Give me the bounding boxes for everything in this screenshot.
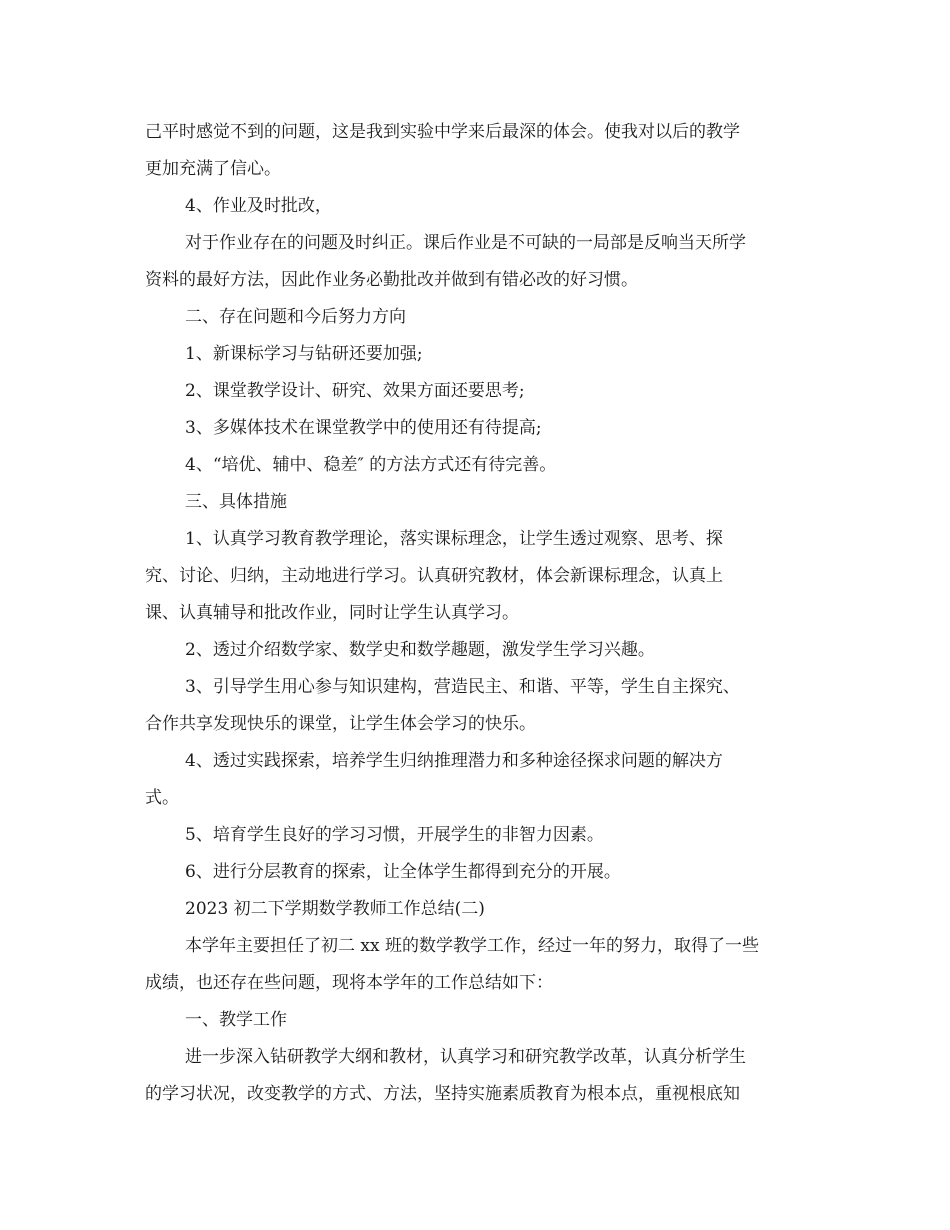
- text-line: 资料的最好方法，因此作业务必勤批改并做到有错必改的好习惯。: [145, 270, 638, 290]
- document-title: 2023 初二下学期数学教师工作总结(二): [185, 899, 485, 919]
- text-line: 2、透过介绍数学家、数学史和数学趣题，激发学生学习兴趣。: [185, 640, 655, 660]
- text-line: 成绩，也还存在些问题，现将本学年的工作总结如下：: [145, 973, 553, 993]
- text-line: 4、透过实践探索，培养学生归纳推理潜力和多种途径探求问题的解决方: [185, 751, 723, 771]
- section-heading: 三、具体措施: [185, 492, 287, 512]
- text-line: 课、认真辅导和批改作业，同时让学生认真学习。: [145, 603, 519, 623]
- text-line: 本学年主要担任了初二 xx 班的数学教学工作，经过一年的努力，取得了一些: [185, 936, 759, 956]
- text-line: 进一步深入钻研教学大纲和教材，认真学习和研究教学改革，认真分析学生: [185, 1047, 746, 1067]
- text-line: 己平时感觉不到的问题，这是我到实验中学来后最深的体会。使我对以后的教学: [145, 122, 740, 142]
- text-line: 4、“培优、辅中、稳差″ 的方法方式还有待完善。: [185, 455, 557, 475]
- text-line: 3、引导学生用心参与知识建构，营造民主、和谐、平等，学生自主探究、: [185, 677, 740, 697]
- section-heading: 二、存在问题和今后努力方向: [185, 307, 406, 327]
- text-line: 6、进行分层教育的探索，让全体学生都得到充分的开展。: [185, 862, 621, 882]
- text-line: 究、讨论、归纳，主动地进行学习。认真研究教材，体会新课标理念，认真上: [145, 566, 723, 586]
- text-line: 的学习状况，改变教学的方式、方法，坚持实施素质教育为根本点，重视根底知: [145, 1084, 740, 1104]
- text-line: 3、多媒体技术在课堂教学中的使用还有待提高;: [185, 418, 542, 438]
- section-heading: 一、教学工作: [185, 1010, 287, 1030]
- text-line: 合作共享发现快乐的课堂，让学生体会学习的快乐。: [145, 714, 536, 734]
- text-line: 1、新课标学习与钻研还要加强;: [185, 344, 423, 364]
- text-line: 5、培育学生良好的学习习惯，开展学生的非智力因素。: [185, 825, 604, 845]
- text-line: 2、课堂教学设计、研究、效果方面还要思考;: [185, 381, 525, 401]
- text-line: 1、认真学习教育教学理论，落实课标理念，让学生透过观察、思考、探: [185, 529, 723, 549]
- text-line: 对于作业存在的问题及时纠正。课后作业是不可缺的一局部是反响当天所学: [185, 233, 746, 253]
- document-body: [145, 114, 815, 1113]
- text-line: 4、作业及时批改，: [185, 196, 332, 216]
- text-line: 更加充满了信心。: [145, 159, 281, 179]
- text-line: 式。: [145, 788, 179, 808]
